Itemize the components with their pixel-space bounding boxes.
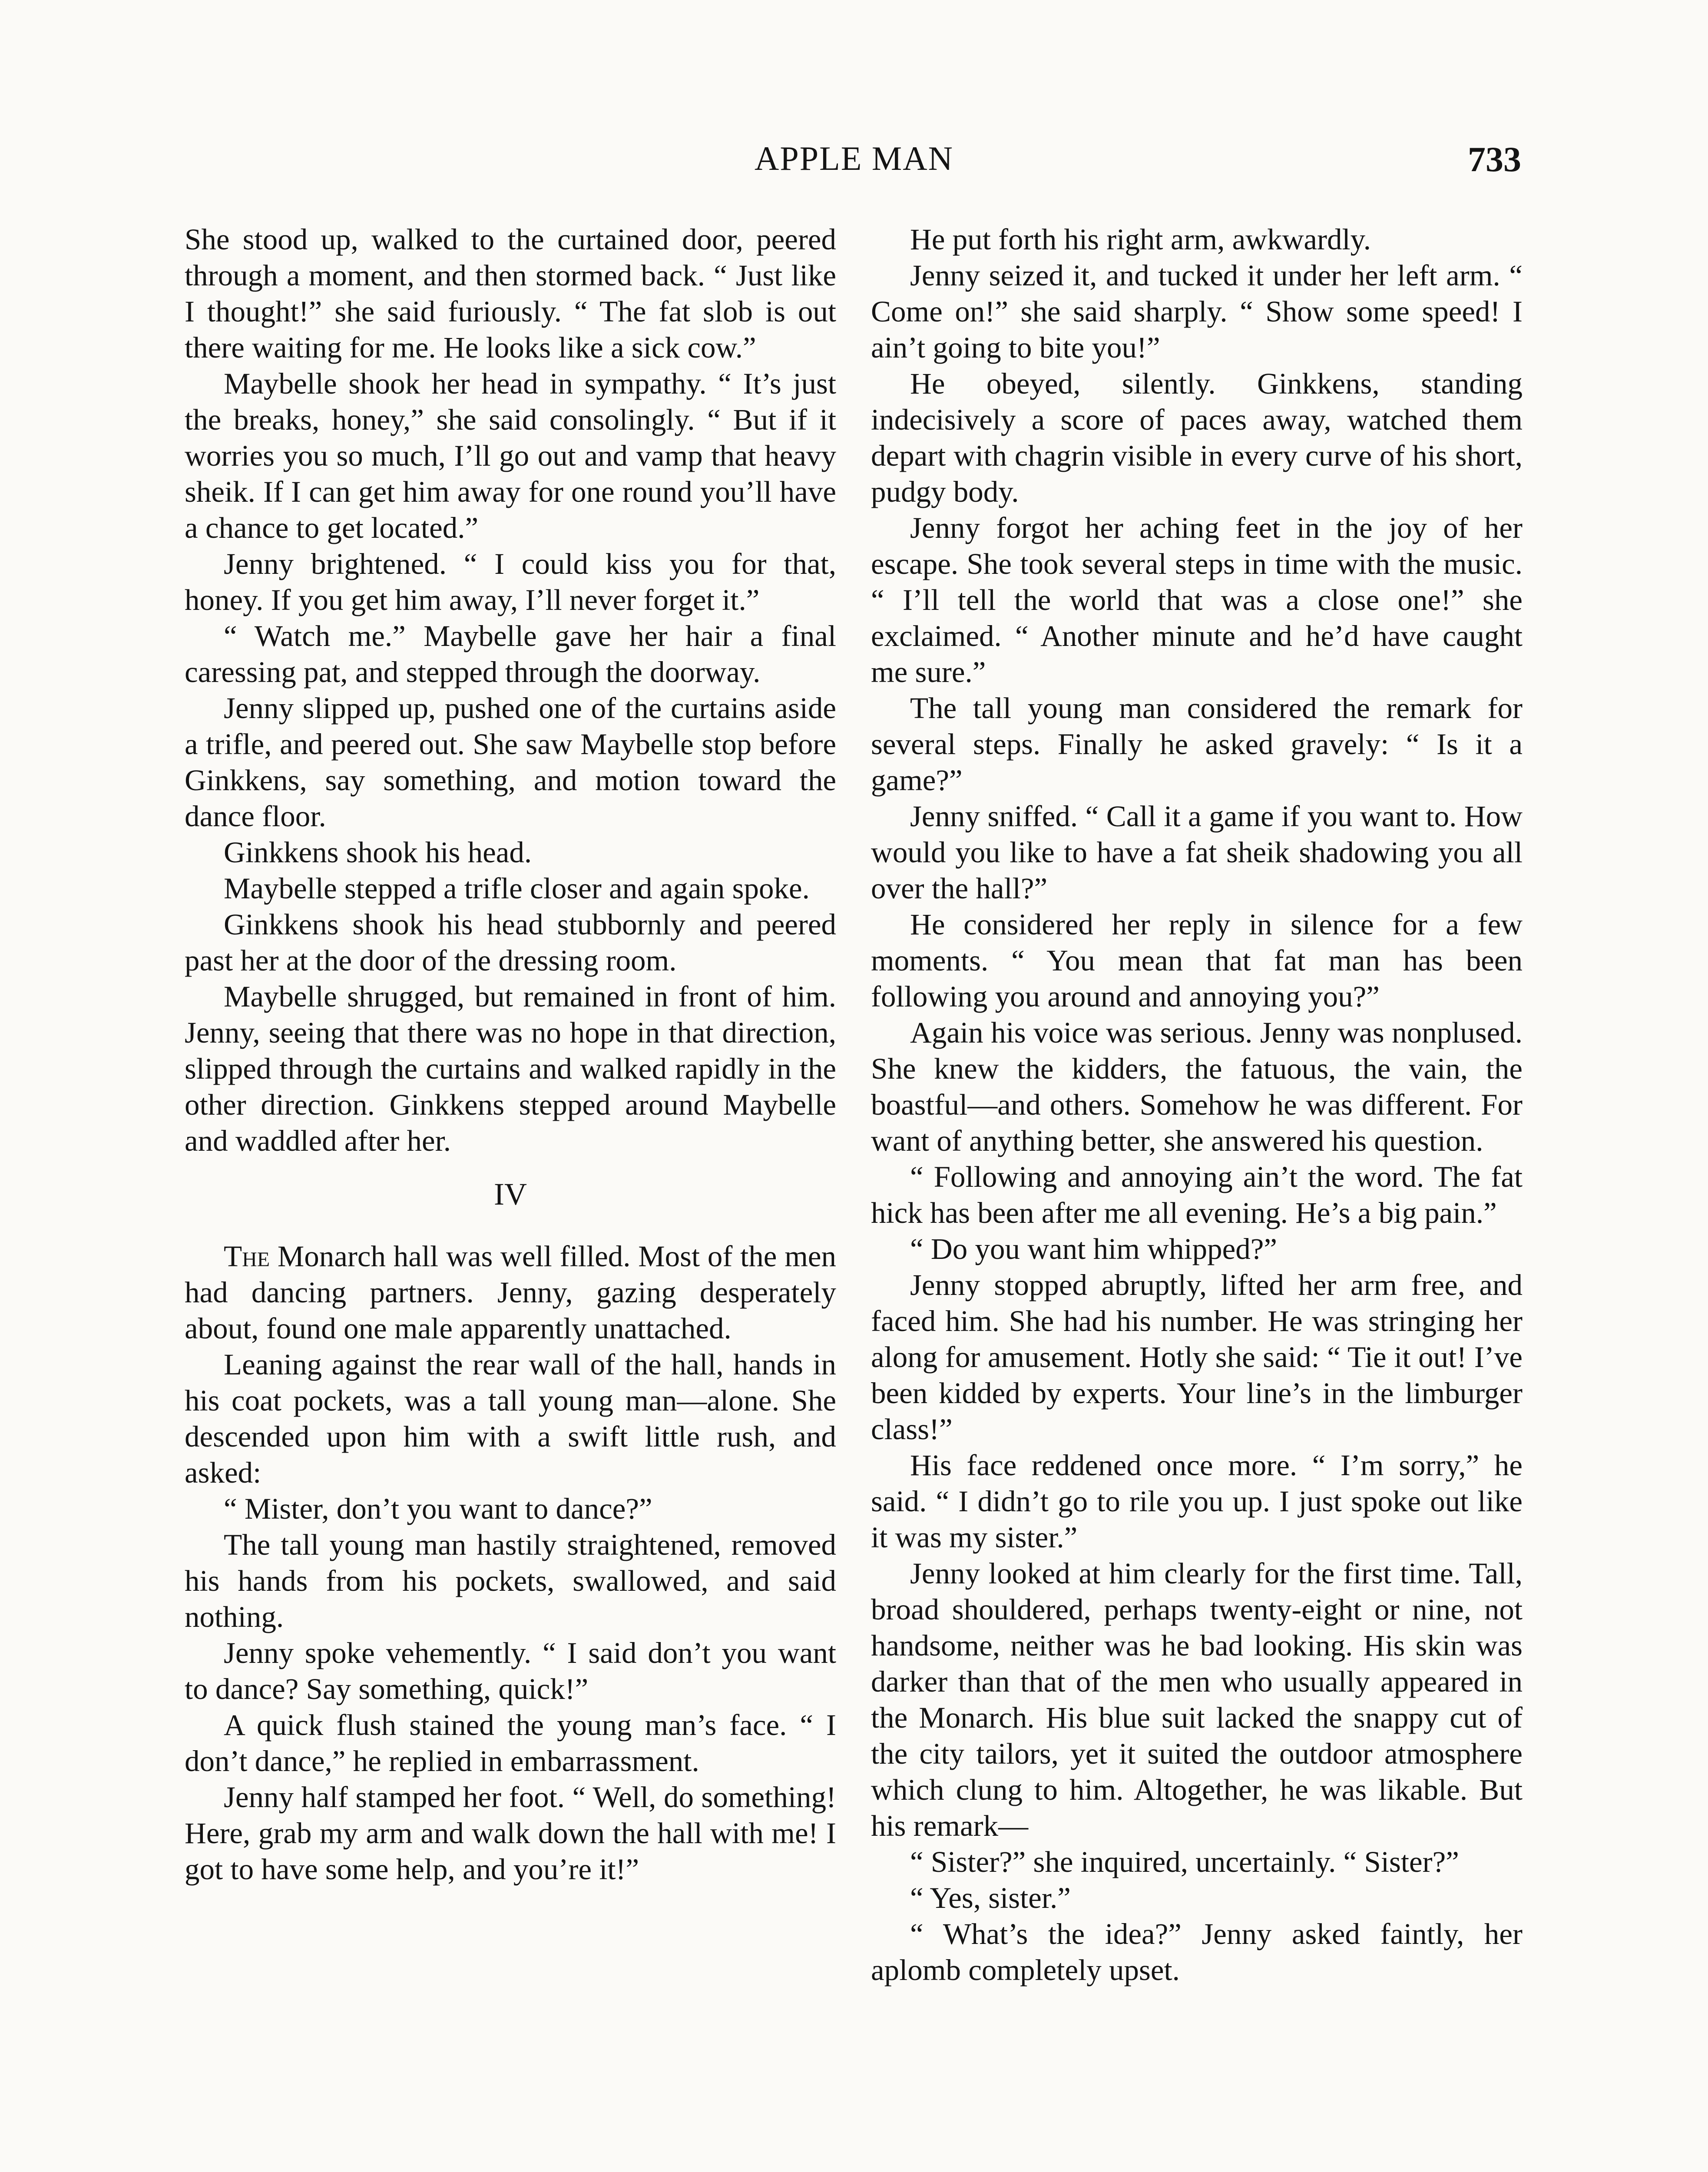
paragraph: Jenny half stamped her foot. “ Well, do something! Here, grab my arm and walk down the hall with me! I got to have some help, and you’re it!” [185, 1781, 836, 1886]
paragraph: “ Do you want him whipped?” [910, 1232, 1278, 1265]
small-caps-lead: The [224, 1240, 270, 1273]
paragraph: Leaning against the rear wall of the hall, hands in his coat pockets, was a tall young man—alone. She descended upon him with a swift little rush, and asked: [185, 1348, 836, 1489]
paragraph: Jenny stopped abruptly, lifted her arm free, and faced him. She had his number. He was stringing her along for amusement. Hotly she said: “ Tie it out! I’ve been kidded by experts. Your line’s in the limburger class!” [871, 1268, 1523, 1446]
paragraph: Jenny spoke vehemently. “ I said don’t you want to dance? Say something, quick!” [185, 1636, 836, 1705]
section-heading: IV [494, 1177, 527, 1212]
paragraph: “ What’s the idea?” Jenny asked faintly, her aplomb completely upset. [871, 1917, 1523, 1987]
paragraph: “ Watch me.” Maybelle gave her hair a final caressing pat, and stepped through the doorway. [185, 619, 836, 689]
paragraph: Maybelle stepped a trifle closer and again spoke. [224, 872, 810, 905]
paragraph: Jenny brightened. “ I could kiss you for that, honey. If you get him away, I’ll never forget it.” [185, 547, 836, 616]
right-column [871, 222, 1523, 1988]
paragraph: “ Following and annoying ain’t the word. The fat hick has been after me all evening. He’s a big pain.” [871, 1160, 1523, 1229]
paragraph: “ Mister, don’t you want to dance?” [224, 1492, 652, 1525]
paragraph-text: Monarch hall was well filled. Most of the men had dancing partners. Jenny, gazing desperately about, found one male apparently unattached. [185, 1240, 836, 1345]
paragraph: “ Yes, sister.” [910, 1881, 1071, 1914]
paragraph: Ginkkens shook his head. [224, 836, 532, 869]
paragraph: He considered her reply in silence for a few moments. “ You mean that fat man has been following you around and annoying you?” [871, 908, 1523, 1013]
paragraph: Maybelle shook her head in sympathy. “ It’s just the breaks, honey,” she said consolingly. “ But if it worries you so much, I’ll go out and vamp that heavy sheik. If I can get him away for one round you’ll have a chance to get located.” [185, 367, 836, 544]
paragraph: Again his voice was serious. Jenny was nonplused. She knew the kidders, the fatuous, the vain, the boastful—and others. Somehow he was different. For want of anything better, she answered his question. [871, 1016, 1523, 1157]
paragraph: Jenny looked at him clearly for the first time. Tall, broad shouldered, perhaps twenty-eight or nine, not handsome, neither was he bad looking. His skin was darker than that of the men who usually appeared in the Monarch. His blue suit lacked the snappy cut of the city tailors, yet it suited the outdoor atmosphere which clung to him. Altogether, he was likable. But his remark— [871, 1557, 1523, 1842]
paragraph: Jenny slipped up, pushed one of the curtains aside a trifle, and peered out. She saw Maybelle stop before Ginkkens, say something, and motion toward the dance floor. [185, 692, 836, 833]
paragraph: He put forth his right arm, awkwardly. [910, 223, 1371, 256]
paragraph: Maybelle shrugged, but remained in front of him. Jenny, seeing that there was no hope in that direction, slipped through the curtains and walked rapidly in the other direction. Ginkkens stepped around Maybelle and waddled after her. [185, 980, 836, 1157]
paragraph: His face reddened once more. “ I’m sorry,” he said. “ I didn’t go to rile you up. I just spoke out like it was my sister.” [871, 1449, 1523, 1554]
page-number: 733 [1468, 139, 1521, 179]
running-head [0, 139, 1708, 187]
left-column [185, 222, 836, 1887]
paragraph: A quick flush stained the young man’s face. “ I don’t dance,” he replied in embarrassment. [185, 1708, 836, 1778]
paragraph: “ Sister?” she inquired, uncertainly. “ Sister?” [910, 1845, 1459, 1878]
paragraph: Jenny sniffed. “ Call it a game if you want to. How would you like to have a fat sheik shadowing you all over the hall?” [871, 800, 1523, 905]
paragraph: She stood up, walked to the curtained door, peered through a moment, and then stormed back. “ Just like I thought!” she said furiously. “ The fat slob is out there waiting for me. He looks like a sick cow.” [185, 223, 836, 364]
paragraph: The tall young man hastily straightened, removed his hands from his pockets, swallowed, and said nothing. [185, 1528, 836, 1633]
paragraph: Jenny forgot her aching feet in the joy of her escape. She took several steps in time with the music. “ I’ll tell the world that was a close one!” she exclaimed. “ Another minute and he’d have caught me sure.” [871, 511, 1523, 689]
paragraph: Jenny seized it, and tucked it under her left arm. “ Come on!” she said sharply. “ Show some speed! I ain’t going to bite you!” [871, 259, 1523, 364]
paragraph: Ginkkens shook his head stubbornly and peered past her at the door of the dressing room. [185, 908, 836, 977]
page-title: APPLE MAN [755, 139, 953, 177]
paragraph: He obeyed, silently. Ginkkens, standing indecisively a score of paces away, watched them depart with chagrin visible in every curve of his short, pudgy body. [871, 367, 1523, 508]
paragraph [185, 1238, 836, 1347]
paragraph: The tall young man considered the remark for several steps. Finally he asked gravely: “ Is it a game?” [871, 692, 1523, 797]
